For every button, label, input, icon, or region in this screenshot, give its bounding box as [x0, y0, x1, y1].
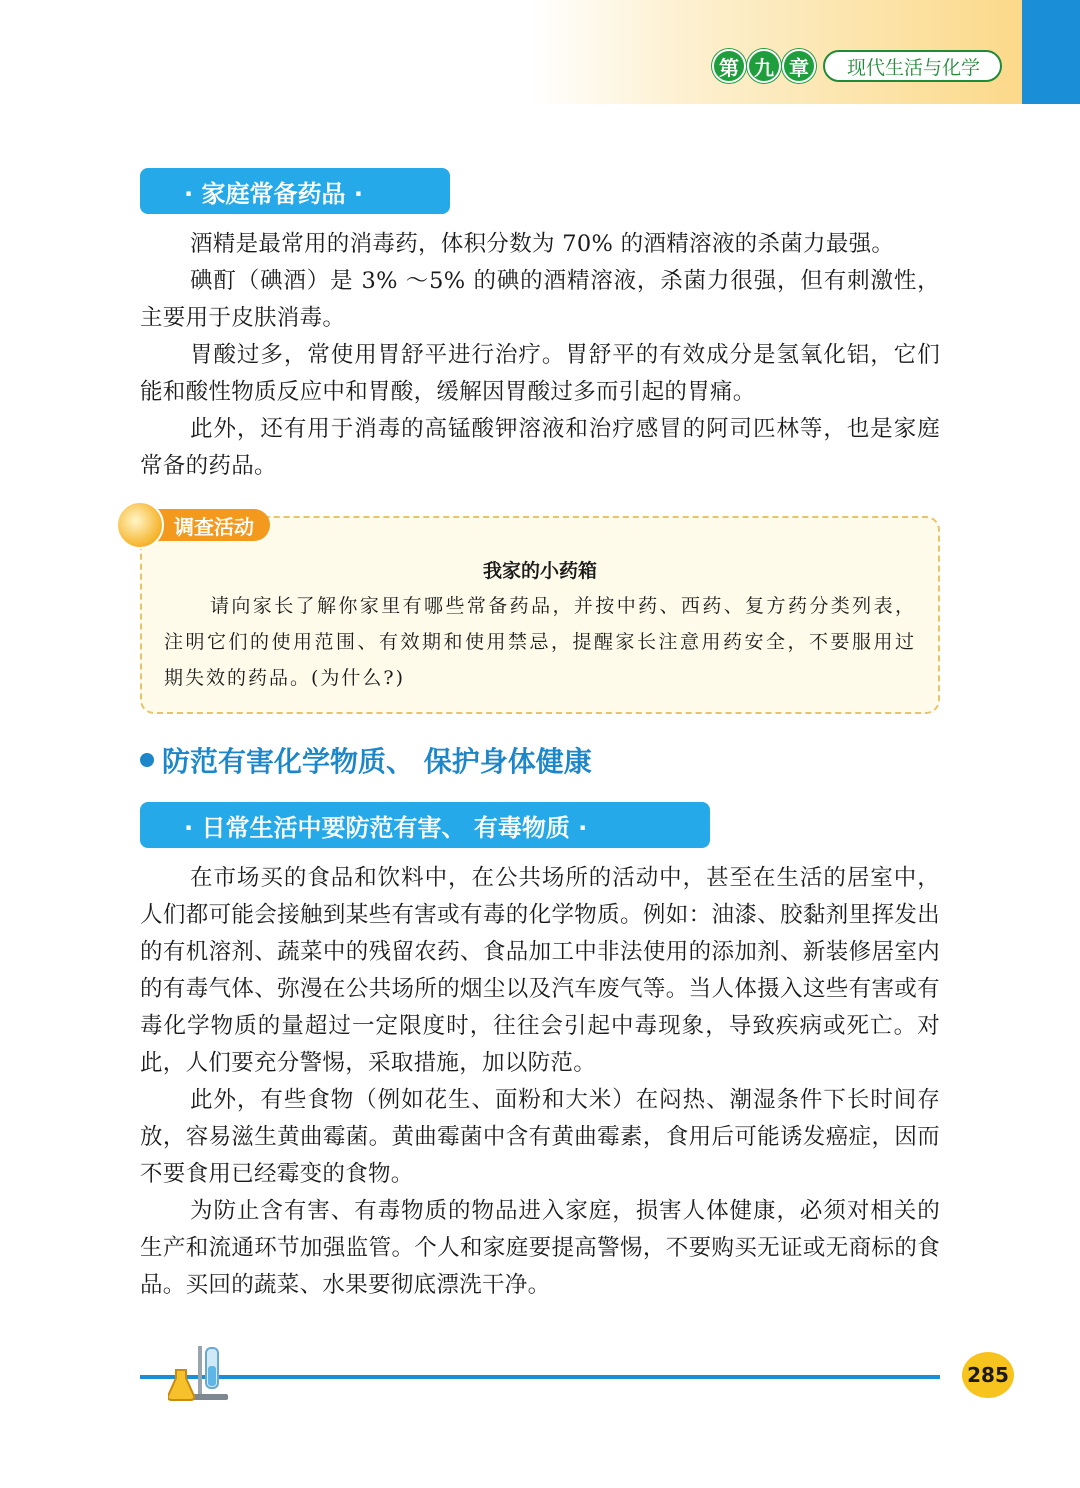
header-edge-tab [1022, 0, 1080, 104]
activity-title: 我家的小药箱 [482, 560, 597, 582]
paragraph: 为防止含有害、有毒物质的物品进入家庭，损害人体健康，必须对相关的生产和流通环节加强监管。个人和家庭要提高警惕，不要购买无证或无商标的食品。买回的蔬菜、水果要彻底漂洗干净。 [140, 1198, 940, 1298]
chapter-char: 九 [747, 49, 781, 83]
paragraph: 酒精是最常用的消毒药，体积分数为 70% 的酒精溶液的杀菌力最强。 [190, 231, 895, 257]
paragraph: 此外，有些食物（例如花生、面粉和大米）在闷热、潮湿条件下长时间存放，容易滋生黄曲霉菌。黄曲霉菌中含有黄曲霉素，食用后可能诱发癌症，因而不要食用已经霉变的食物。 [140, 1087, 940, 1187]
activity-tag [116, 500, 270, 550]
lab-flask-icon [168, 1344, 232, 1410]
page-number: 285 [962, 1352, 1014, 1398]
activity-text: 请向家长了解你家里有哪些常备药品，并按中药、西药、复方药分类列表，注明它们的使用范围、有效期和使用禁忌，提醒家长注意用药安全，不要服用过期失效的药品。(为什么?) [164, 595, 916, 689]
section-title-household-medicines: · 家庭常备药品 · [140, 168, 450, 214]
section-title-prevent-harmful: · 日常生活中要防范有害、 有毒物质 · [140, 802, 710, 848]
chapter-char: 第 [712, 49, 746, 83]
paragraph: 碘酊（碘酒）是 3% ～5% 的碘的酒精溶液，杀菌力很强，但有刺激性，主要用于皮肤消毒。 [140, 268, 940, 331]
chapter-title: 现代生活与化学 [823, 50, 1002, 82]
activity-label: 调查活动 [150, 509, 270, 541]
chapter-char: 章 [782, 49, 816, 83]
footer-rule [140, 1375, 940, 1379]
chapter-badge [712, 50, 1002, 82]
globe-icon [116, 501, 164, 549]
bullet-dot-icon [140, 753, 154, 767]
paragraph: 在市场买的食品和饮料中，在公共场所的活动中，甚至在生活的居室中，人们都可能会接触到某些有害或有毒的化学物质。例如：油漆、胶黏剂里挥发出的有机溶剂、蔬菜中的残留农药、食品加工中非法使用的添加剂、新装修居室内的有毒气体、弥漫在公共场所的烟尘以及汽车废气等。当人体摄入这些有害或有毒化学物质的量超过一定限度时，往往会引起中毒现象，导致疾病或死亡。对此，人们要充分警惕，采取措施，加以防范。 [140, 865, 940, 1076]
main-heading [140, 740, 592, 780]
paragraph: 此外，还有用于消毒的高锰酸钾溶液和治疗感冒的阿司匹林等，也是家庭常备的药品。 [140, 416, 940, 479]
paragraph: 胃酸过多，常使用胃舒平进行治疗。胃舒平的有效成分是氢氧化铝，它们能和酸性物质反应中和胃酸，缓解因胃酸过多而引起的胃痛。 [140, 342, 940, 405]
main-heading-text: 防范有害化学物质、 保护身体健康 [162, 745, 592, 778]
